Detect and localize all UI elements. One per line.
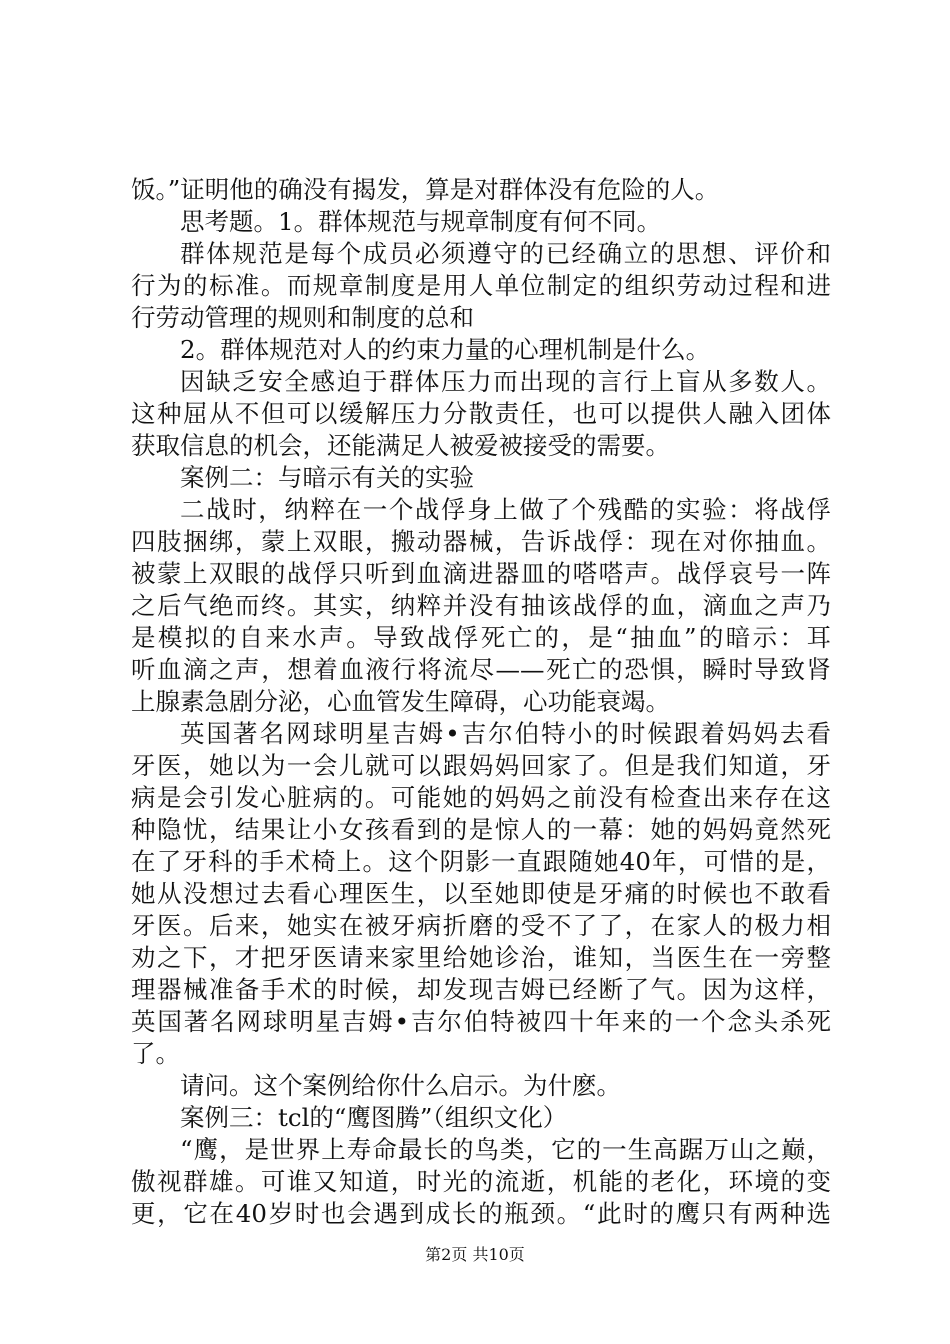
text-line: 是模拟的自来水声。导致战俘死亡的，是“抽血”的暗示：耳 [131, 623, 831, 652]
text-line: 劝之下，才把牙医请来家里给她诊治，谁知，当医生在一旁整 [131, 943, 831, 972]
section-heading: 案例三：tcl的“鹰图腾”（组织文化） [180, 1103, 568, 1132]
text-line: 牙医。后来，她实在被牙病折磨的受不了了，在家人的极力相 [131, 911, 831, 940]
text-line: 请问。这个案例给你什么启示。为什麽。 [180, 1071, 621, 1100]
text-line: 英国著名网球明星吉姆•吉尔伯特小的时候跟着妈妈去看 [180, 719, 831, 748]
page-number-footer: 第2页 共10页 [425, 1245, 525, 1264]
text-line: 英国著名网球明星吉姆•吉尔伯特被四十年来的一个念头杀死 [131, 1007, 831, 1036]
text-line: 她从没想过去看心理医生，以至她即使是牙痛的时候也不敢看 [131, 879, 831, 908]
text-line: 理器械准备手术的时候，却发现吉姆已经断了气。因为这样， [131, 975, 831, 1004]
text-line: 之后气绝而终。其实，纳粹并没有抽该战俘的血，滴血之声乃 [131, 591, 831, 620]
text-line: 四肢捆绑，蒙上双眼，搬动器械，告诉战俘：现在对你抽血。 [131, 527, 831, 556]
text-line: 因缺乏安全感迫于群体压力而出现的言行上盲从多数人。 [180, 367, 831, 396]
text-line: 2。群体规范对人的约束力量的心理机制是什么。 [180, 335, 711, 364]
text-line: 更，它在40岁时也会遇到成长的瓶颈。“此时的鹰只有两种选 [131, 1199, 831, 1228]
section-heading: 案例二：与暗示有关的实验 [180, 463, 474, 492]
text-line: “鹰，是世界上寿命最长的鸟类，它的一生高踞万山之巅， [180, 1135, 831, 1164]
text-line: 牙医，她以为一会儿就可以跟妈妈回家了。但是我们知道，牙 [131, 751, 831, 780]
text-line: 饭。”证明他的确没有揭发，算是对群体没有危险的人。 [131, 175, 720, 204]
text-line: 获取信息的机会，还能满足人被爱被接受的需要。 [131, 431, 670, 460]
text-line: 在了牙科的手术椅上。这个阴影一直跟随她40年，可惜的是， [131, 847, 831, 876]
text-line: 二战时，纳粹在一个战俘身上做了个残酷的实验：将战俘 [180, 495, 831, 524]
text-line: 被蒙上双眼的战俘只听到血滴进器皿的嗒嗒声。战俘哀号一阵 [131, 559, 831, 588]
text-line: 群体规范是每个成员必须遵守的已经确立的思想、评价和 [180, 239, 831, 268]
text-line: 行为的标准。而规章制度是用人单位制定的组织劳动过程和进 [131, 271, 831, 300]
text-line: 这种屈从不但可以缓解压力分散责任，也可以提供人融入团体 [131, 399, 831, 428]
text-line: 思考题。1。群体规范与规章制度有何不同。 [180, 207, 662, 236]
text-line: 了。 [131, 1039, 180, 1068]
text-line: 行劳动管理的规则和制度的总和 [131, 303, 474, 332]
text-line: 傲视群雄。可谁又知道，时光的流逝，机能的老化，环境的变 [131, 1167, 831, 1196]
text-line: 种隐忧，结果让小女孩看到的是惊人的一幕：她的妈妈竟然死 [131, 815, 831, 844]
text-line: 上腺素急剧分泌，心血管发生障碍，心功能衰竭。 [131, 687, 670, 716]
text-line: 听血滴之声，想着血液行将流尽——死亡的恐惧，瞬时导致肾 [131, 655, 831, 684]
text-line: 病是会引发心脏病的。可能她的妈妈之前没有检查出来存在这 [131, 783, 831, 812]
